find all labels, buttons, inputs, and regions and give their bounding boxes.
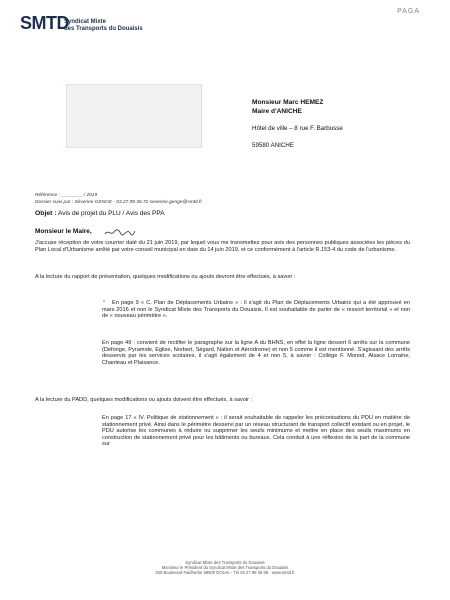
logo-organization-name [64,19,143,33]
case-handler-line: Dossier suivi par : Séverine GENGE - 03.27.99.36.72 severine.genge@smtd.fr [35,199,202,205]
recipient-name: Monsieur Marc HEMEZ [252,99,324,106]
paragraph-page-49: En page 49 : convient de rectifier le paragraphe sur la ligne A du BHNS, en effet la ligne dessert 6 arrêts sur la commune (Défonge, Pyramide, Eglise, Norbert, Ségard, Nation et Aérodrome) et non 5 comme il est mentionné. S'agissant des arrêts desservis par les services scolaires, il s'agit également de 4 et non 5, à savoir : Collège F. Monod, Alsace Lorraine, Chanteau et Plaisance. [102,340,410,366]
footer-line-3: 205 Boulevard Faidherbe 59500 DOUAI - Tél 03 27 99 36 69 - www.smtd.fr [155,570,295,576]
smtd-logo [20,13,143,48]
logo-acronym: SMTD [20,13,69,33]
logo-line-2: des Transports du Douaisis [64,26,143,32]
reference-line: Référence : ________ / 2019 [35,193,98,198]
bullet-text: En page 9 « C. Plan de Déplacements Urbains » : il s'agit du Plan de Déplacements Urbains qui a été approuvé en mars 2016 et non le Syndicat Mixte des Transports du Douaisis. Il est souhaitable de parler de « ressort territorial » et non de « nouveau périmètre ». [102,300,410,320]
paragraph-padd-intro: A la lecture du PADD, quelques modifications ou ajouts doivent être effectués, à savoir : [35,397,253,403]
logo-line-1: Syndicat Mixte [64,19,107,25]
reception-stamp-area [66,84,202,148]
top-corner-mark: PAGA [397,8,420,15]
footer-line-2: Monsieur le Président du Syndicat Mixte des Transports du Douaisis [161,565,289,571]
footer-line-1: Syndicat Mixte des Transports du Douaisis [185,560,265,565]
footer [0,560,450,576]
recipient-title: Maire d'ANICHE [252,108,302,115]
paragraph-report-intro: A la lecture du rapport de présentation, quelques modifications ou ajouts devront être effectués, à savoir : [35,274,296,280]
salutation: Monsieur le Maire, [35,228,92,235]
paragraph-page-17: En page 17 « IV. Politique de stationnement » : il serait souhaitable de rappeler les préconisations du PDU en matière de stationnement privé. Ainsi dans le périmètre desservi par un réseau structurant de transport collectif existant ou en projet, le PDU autorise les communes à réduire ou supprimer les seuils minimums et mettre en place des seuils maximums en construction de stationnement privé pour les bâtiments ou bureaux. Cela conduit à une réflexion de la part de la commune sur [102,415,410,448]
subject-text: Avis de projet du PLU / Avis des PPA [57,210,165,217]
paragraph-acknowledgement: J'accuse réception de votre courrier daté du 21 juin 2019, par lequel vous me transmettez pour avis des personnes publiques associées les pièces du Plan Local d'Urbanisme arrêté par votre conseil municipal en date du 14 juin 2019, et ce conformément à l'article R.153-4 du code de l'urbanisme. [35,240,410,253]
recipient-city: 59580 ANICHE [252,142,294,149]
recipient-address [252,98,343,150]
paragraph-page-9 [102,300,410,320]
subject-line [35,210,165,217]
subject-label: Objet : [35,210,57,217]
handwritten-annotation [104,226,136,238]
recipient-street: Hôtel de ville – 8 rue F. Barbusse [252,125,343,132]
reference-block [35,193,202,206]
bullet-marker: ▫ [103,299,106,305]
